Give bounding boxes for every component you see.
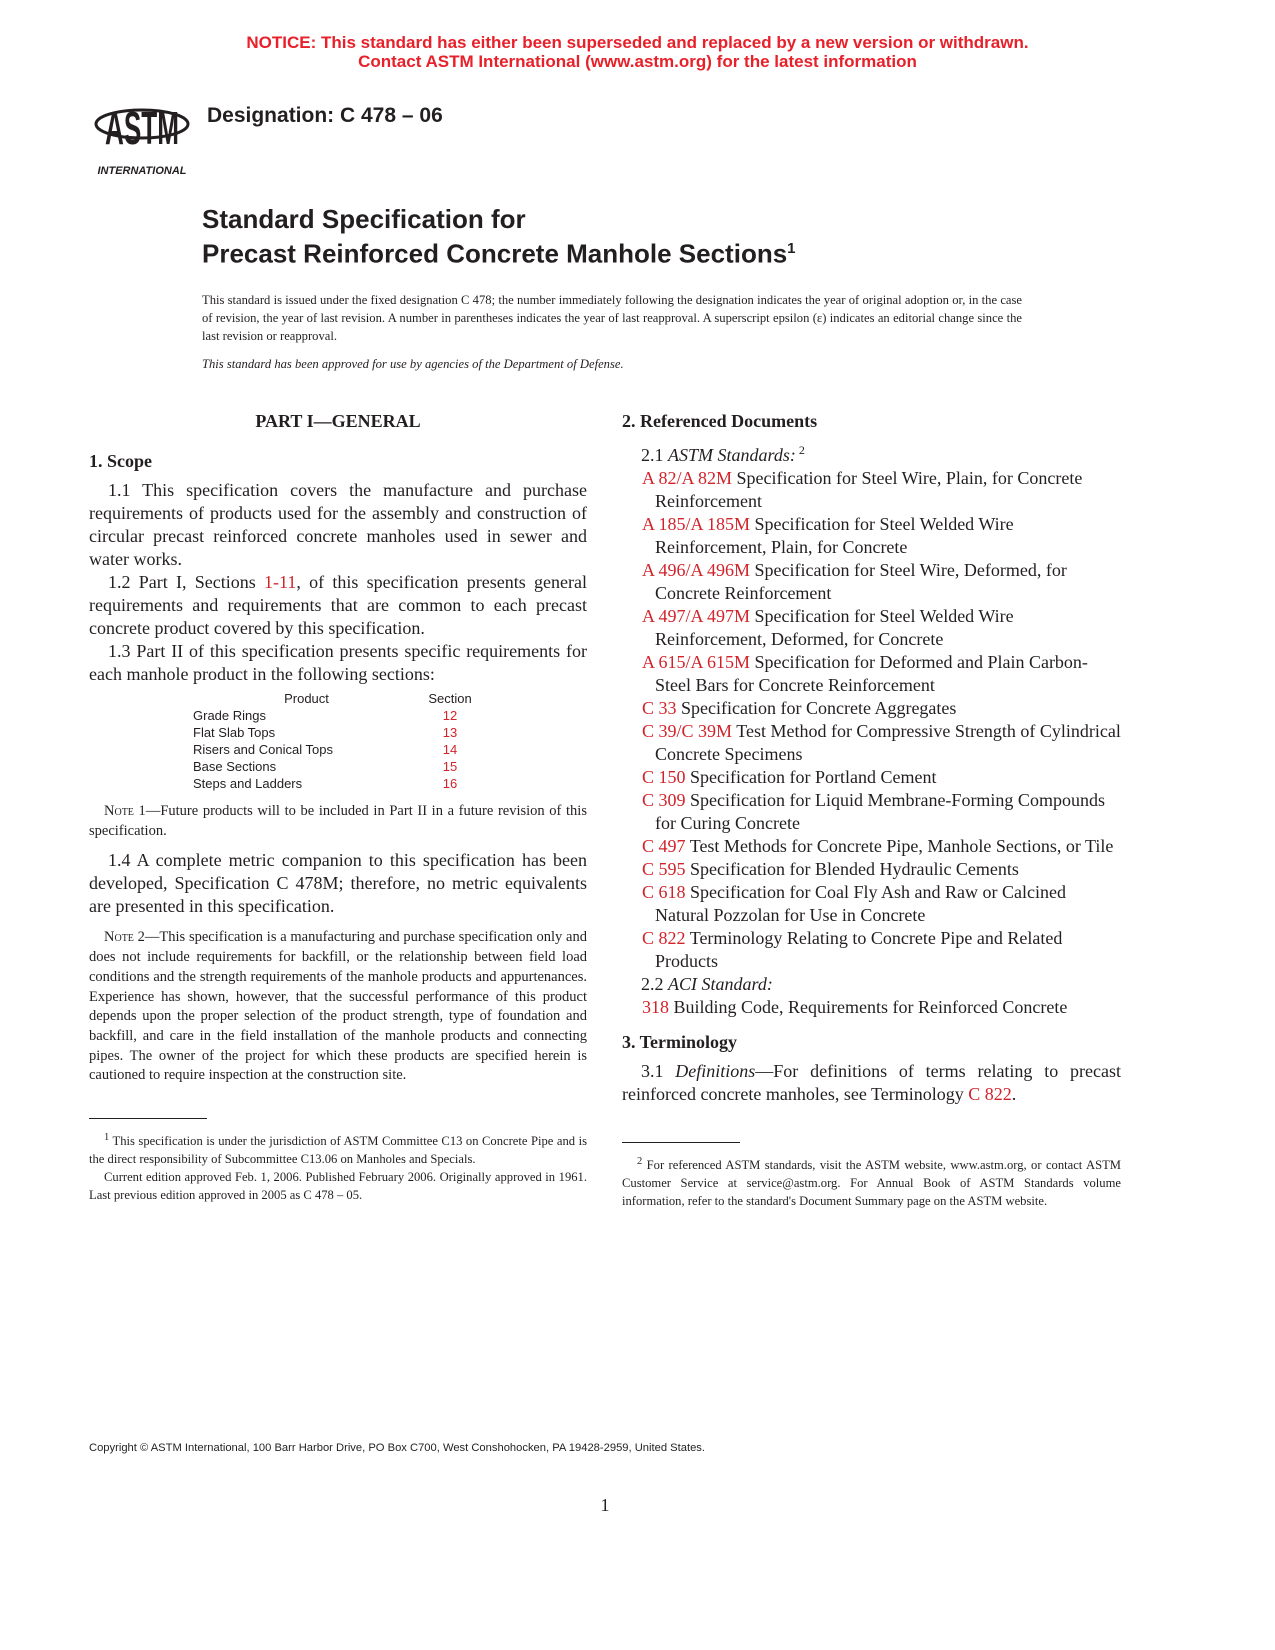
- reference-link[interactable]: A 497/A 497M: [642, 606, 751, 626]
- table-row: [193, 775, 480, 792]
- notice-banner: [0, 33, 1275, 71]
- astm-standards-label: [641, 439, 1121, 467]
- text: , of this specification presents general requirements and requirements that are common to each precast concrete product covered by this specification.: [89, 572, 587, 638]
- reference-link[interactable]: C 33: [642, 698, 677, 718]
- period: .: [1011, 1084, 1017, 1104]
- right-column: [622, 410, 1121, 1210]
- referenced-documents-heading: 2. Referenced Documents: [622, 411, 818, 431]
- document-title: [202, 205, 796, 269]
- reference-link[interactable]: 318: [642, 997, 669, 1017]
- reference-title: Specification for Steel Welded Wire Reinforcement, Deformed, for Concrete: [655, 606, 1014, 649]
- notice-line-1: NOTICE: This standard has either been superseded and replaced by a new version or withdrawn.: [246, 33, 1029, 52]
- left-column: [89, 410, 587, 1204]
- svg-text:ASTM: ASTM: [105, 102, 179, 154]
- reference-title: Specification for Steel Wire, Plain, for Concrete Reinforcement: [655, 468, 1083, 511]
- reference-link[interactable]: C 39/C 39M: [642, 721, 733, 741]
- footnote-1-edition: Current edition approved Feb. 1, 2006. Published February 2006. Originally approved in 1961. Last previous edition approved in 2005 as C 478 – 05.: [89, 1170, 587, 1203]
- reference-link[interactable]: C 618: [642, 882, 686, 902]
- section-link[interactable]: 12: [442, 708, 458, 723]
- product-name: Base Sections: [193, 759, 277, 774]
- table-header: [193, 690, 480, 707]
- footnote-text: This specification is under the jurisdiction of ASTM Committee C13 on Concrete Pipe and is the direct responsibility of Subcommittee C13.06 on Manholes and Specials.: [89, 1134, 587, 1167]
- reference-title: Specification for Portland Cement: [690, 767, 937, 787]
- reference-item: [622, 927, 1121, 973]
- reference-title: Building Code, Requirements for Reinforced Concrete: [673, 997, 1068, 1017]
- issuance-statement: This standard is issued under the fixed designation C 478; the number immediately following the designation indicates the year of original adoption or, in the case of revision, the year of last revision. A number in parentheses indicates the year of last reapproval. A superscript epsilon (ε) indicates an editorial change since the last revision or reapproval.: [202, 293, 1022, 343]
- footnote-mark: 1: [104, 1132, 110, 1144]
- sections-link[interactable]: 1-11: [264, 572, 297, 592]
- reference-item: [622, 766, 1121, 789]
- scope-heading: 1. Scope: [89, 451, 152, 471]
- footnote-ref: 1: [787, 240, 796, 257]
- copyright: Copyright © ASTM International, 100 Barr Harbor Drive, PO Box C700, West Conshohocken, PA 19428-2959, United States.: [89, 1442, 705, 1454]
- page-number: 1: [600, 1495, 610, 1515]
- dod-statement: This standard has been approved for use by agencies of the Department of Defense.: [202, 357, 624, 371]
- term: Definitions: [675, 1061, 756, 1081]
- reference-title: Specification for Steel Welded Wire Reinforcement, Plain, for Concrete: [655, 514, 1014, 557]
- header-section: Section: [428, 691, 472, 706]
- note-label: Note 1: [104, 803, 146, 819]
- text: —For definitions of terms relating to precast reinforced concrete manholes, see Terminology: [622, 1061, 1121, 1104]
- note-1: [89, 802, 587, 841]
- reference-item: [622, 559, 1121, 605]
- footnote-text: For referenced ASTM standards, visit the ASTM website, www.astm.org, or contact ASTM Customer Service at service@astm.org. For Annual Book of ASTM Standards volume information, refer to the standard's Document Summary page on the ASTM website.: [622, 1158, 1121, 1209]
- table-row: [193, 707, 480, 724]
- reference-title: Specification for Blended Hydraulic Cements: [690, 859, 1019, 879]
- reference-title: Specification for Concrete Aggregates: [681, 698, 957, 718]
- product-name: Steps and Ladders: [193, 776, 303, 791]
- reference-link[interactable]: A 615/A 615M: [642, 652, 751, 672]
- table-row: [193, 724, 480, 741]
- svg-text:INTERNATIONAL: INTERNATIONAL: [97, 165, 187, 177]
- aci-standard-label: [641, 973, 1121, 996]
- num: 3.1: [641, 1061, 676, 1081]
- reference-item: [622, 858, 1121, 881]
- reference-title: Specification for Coal Fly Ash and Raw or Calcined Natural Pozzolan for Use in Concrete: [655, 882, 1066, 925]
- para-1-3: 1.3 Part II of this specification presents specific requirements for each manhole product in the following sections:: [89, 641, 587, 684]
- para-1-4: 1.4 A complete metric companion to this specification has been developed, Specification C 478M; therefore, no metric equivalents are presented in this specification.: [89, 850, 587, 917]
- reference-title: Specification for Deformed and Plain Carbon-Steel Bars for Concrete Reinforcement: [655, 652, 1088, 695]
- reference-item: [622, 720, 1121, 766]
- notice-line-2: Contact ASTM International (www.astm.org) for the latest information: [358, 52, 917, 71]
- section-link[interactable]: 14: [442, 742, 458, 757]
- footnote-divider: [622, 1142, 740, 1143]
- note-label: Note 2: [104, 929, 145, 946]
- section-link[interactable]: 13: [442, 725, 458, 740]
- section-link[interactable]: 15: [442, 759, 458, 774]
- reference-title: Test Method for Compressive Strength of Cylindrical Concrete Specimens: [655, 721, 1121, 764]
- reference-item: [622, 697, 1121, 720]
- product-name: Flat Slab Tops: [193, 725, 276, 740]
- reference-item: [622, 467, 1121, 513]
- section-link[interactable]: 16: [442, 776, 458, 791]
- para-3-1: [622, 1060, 1121, 1106]
- product-name: Risers and Conical Tops: [193, 742, 333, 757]
- label: ACI Standard:: [668, 974, 773, 994]
- product-table: [193, 690, 480, 792]
- astm-logo: [92, 86, 192, 178]
- reference-title: Terminology Relating to Concrete Pipe and Related Products: [655, 928, 1063, 971]
- reference-title: Specification for Liquid Membrane-Forming Compounds for Curing Concrete: [655, 790, 1105, 833]
- title-text: Precast Reinforced Concrete Manhole Sections: [202, 238, 788, 269]
- reference-title: Test Methods for Concrete Pipe, Manhole Sections, or Tile: [689, 836, 1114, 856]
- reference-link[interactable]: A 496/A 496M: [642, 560, 751, 580]
- footnote-ref: 2: [795, 443, 805, 457]
- para-1-2: [89, 571, 587, 640]
- text: 1.2 Part I, Sections: [108, 572, 264, 592]
- note-text: —Future products will to be included in Part II in a future revision of this specification.: [89, 803, 587, 839]
- num: 2.2: [641, 974, 668, 994]
- label: ASTM Standards:: [668, 445, 796, 465]
- reference-link[interactable]: C 309: [642, 790, 686, 810]
- header-product: Product: [284, 691, 329, 706]
- designation: Designation: C 478 – 06: [207, 104, 443, 127]
- reference-item: [622, 513, 1121, 559]
- reference-link[interactable]: C 497: [642, 836, 686, 856]
- reference-title: Specification for Steel Wire, Deformed, for Concrete Reinforcement: [655, 560, 1067, 603]
- reference-list: [622, 467, 1121, 973]
- title-line-1: Standard Specification for: [202, 204, 526, 234]
- footnote-2: [622, 1153, 1121, 1210]
- reference-item: [622, 789, 1121, 835]
- reference-item: [622, 881, 1121, 927]
- reference-link[interactable]: A 185/A 185M: [642, 514, 751, 534]
- table-row: [193, 758, 480, 775]
- part-heading: PART I—GENERAL: [255, 411, 421, 431]
- reference-item: [622, 835, 1121, 858]
- reference-link[interactable]: C 822: [642, 928, 686, 948]
- c822-link[interactable]: C 822: [968, 1084, 1012, 1104]
- reference-item: [622, 605, 1121, 651]
- para-1-1: 1.1 This specification covers the manufacture and purchase requirements of products used for the assembly and construction of circular precast reinforced concrete manholes used in sewer and water works.: [89, 480, 587, 569]
- terminology-heading: 3. Terminology: [622, 1032, 738, 1052]
- reference-link[interactable]: C 595: [642, 859, 686, 879]
- title-line-2: [202, 234, 796, 269]
- footnote-1: [89, 1129, 587, 1168]
- table-row: [193, 741, 480, 758]
- reference-item: [622, 996, 1121, 1019]
- note-text: —This specification is a manufacturing and purchase specification only and does not include requirements for backfill, or the relationship between field load conditions and the strength requirements of the manhole products and appurtenances. Experience has shown, however, that the successful performance of this product depends upon the proper selection of the product strength, type of foundation and backfill, and care in the field installation of the manhole products and connecting pipes. The owner of the project for which these products are specified herein is cautioned to require inspection at the construction site.: [89, 929, 587, 1084]
- footnote-mark: 2: [637, 1156, 643, 1167]
- num: 2.1: [641, 445, 668, 465]
- note-2: [89, 928, 587, 1086]
- reference-link[interactable]: C 150: [642, 767, 686, 787]
- footnote-divider: [89, 1118, 207, 1119]
- reference-link[interactable]: A 82/A 82M: [642, 468, 733, 488]
- reference-item: [622, 651, 1121, 697]
- product-name: Grade Rings: [193, 708, 266, 723]
